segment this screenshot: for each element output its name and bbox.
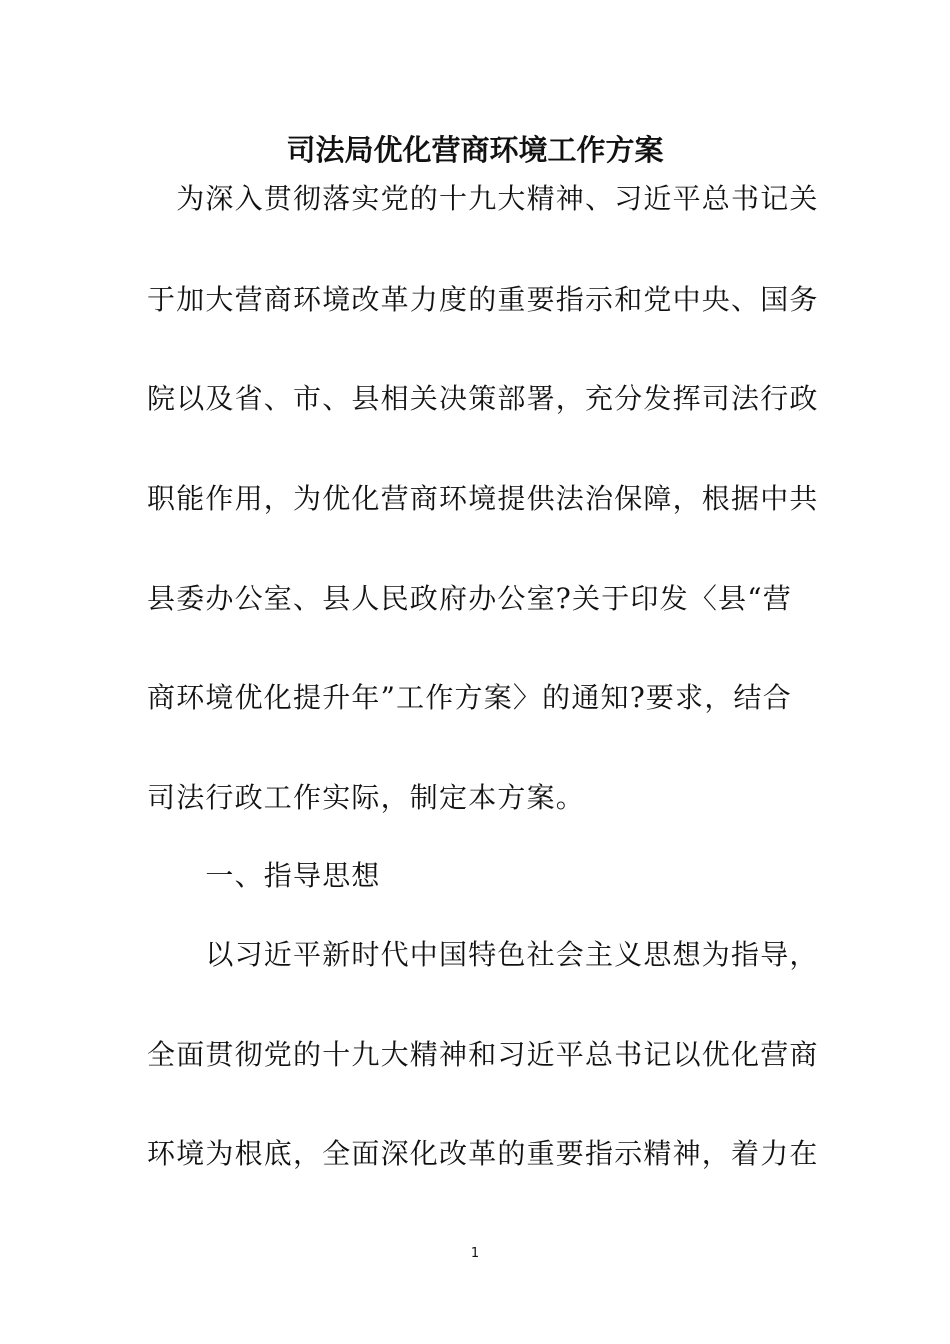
text-line: 院以及省、市、县相关决策部署，充分发挥司法行政 — [147, 382, 819, 415]
document-title: 司法局优化营商环境工作方案 — [286, 133, 664, 167]
text-line: 环境为根底，全面深化改革的重要指示精神，着力在 — [147, 1137, 819, 1170]
text-line: 县委办公室、县人民政府办公室?关于印发〈县“营 — [147, 582, 792, 615]
text-line: 为深入贯彻落实党的十九大精神、习近平总书记关 — [147, 182, 819, 215]
text-line: 司法行政工作实际，制定本方案。 — [147, 781, 586, 814]
text-line: 商环境优化提升年”工作方案〉的通知?要求，结合 — [147, 681, 792, 714]
text-line: 全面贯彻党的十九大精神和习近平总书记以优化营商 — [147, 1038, 819, 1071]
page-number: 1 — [470, 1246, 480, 1261]
section-heading: 一、指导思想 — [147, 859, 381, 892]
text-line: 职能作用，为优化营商环境提供法治保障，根据中共 — [147, 482, 819, 515]
text-line: 于加大营商环境改革力度的重要指示和党中央、国务 — [147, 283, 819, 316]
text-line: 以习近平新时代中国特色社会主义思想为指导， — [147, 938, 819, 971]
